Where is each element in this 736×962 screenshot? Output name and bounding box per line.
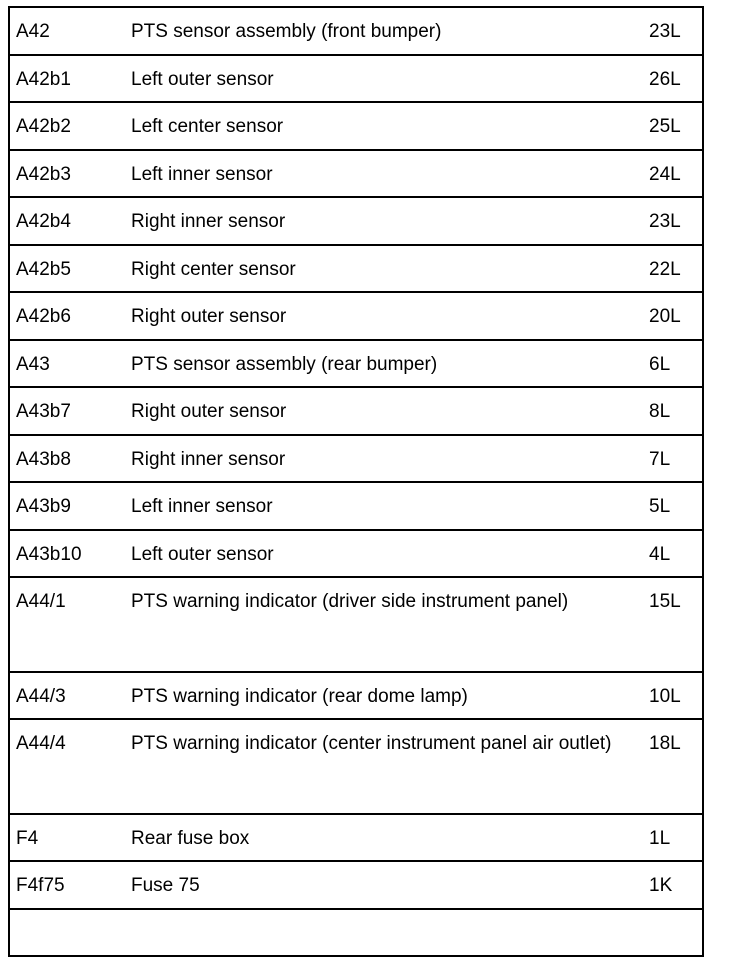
component-description: Left inner sensor — [131, 163, 273, 185]
empty-table-row — [10, 910, 702, 957]
grid-location: 1K — [649, 875, 673, 896]
component-description: Right outer sensor — [131, 306, 287, 327]
grid-location: 7L — [649, 448, 671, 470]
component-code: A43b8 — [16, 448, 71, 470]
component-code: A42b4 — [16, 211, 71, 232]
component-code: A42b5 — [16, 258, 71, 280]
table-row — [10, 388, 702, 436]
component-description: Right outer sensor — [131, 401, 287, 422]
grid-location: 23L — [649, 211, 681, 232]
grid-location: 4L — [649, 543, 671, 565]
table-row — [10, 673, 702, 721]
component-code: A43b9 — [16, 496, 71, 517]
table-row — [10, 8, 702, 56]
component-description: Left outer sensor — [131, 543, 274, 565]
table-row — [10, 531, 702, 579]
component-description: Left outer sensor — [131, 68, 274, 90]
component-code: A42b3 — [16, 163, 71, 185]
table-row — [10, 56, 702, 104]
component-code: A44/4 — [16, 733, 66, 754]
table-row — [10, 198, 702, 246]
grid-location: 10L — [649, 685, 681, 707]
table-row — [10, 293, 702, 341]
grid-location: 25L — [649, 116, 681, 137]
grid-location: 1L — [649, 827, 671, 849]
component-description: Right inner sensor — [131, 448, 286, 470]
component-description: PTS warning indicator (center instrument panel air outlet) — [131, 733, 612, 754]
component-description: PTS sensor assembly (rear bumper) — [131, 353, 438, 375]
table-row — [10, 578, 702, 673]
grid-location: 8L — [649, 401, 671, 422]
table-row — [10, 103, 702, 151]
grid-location: 5L — [649, 496, 671, 517]
component-description: PTS sensor assembly (front bumper) — [131, 21, 442, 42]
grid-location: 24L — [649, 163, 681, 185]
component-description: Left inner sensor — [131, 496, 273, 517]
component-code: A44/3 — [16, 685, 66, 707]
table-row — [10, 436, 702, 484]
table-row — [10, 720, 702, 815]
component-table — [8, 6, 704, 957]
grid-location: 23L — [649, 21, 681, 42]
grid-location: 15L — [649, 591, 681, 612]
grid-location: 22L — [649, 258, 681, 280]
component-code: A44/1 — [16, 591, 66, 612]
table-row — [10, 151, 702, 199]
grid-location: 18L — [649, 733, 681, 754]
component-description: Fuse 75 — [131, 875, 200, 896]
component-code: A43 — [16, 353, 50, 375]
component-code: A42b2 — [16, 116, 71, 137]
component-description: Left center sensor — [131, 116, 284, 137]
component-description: PTS warning indicator (driver side instrument panel) — [131, 591, 569, 612]
component-code: A42b1 — [16, 68, 71, 90]
table-row — [10, 246, 702, 294]
component-code: F4 — [16, 827, 39, 849]
component-code: A43b7 — [16, 401, 71, 422]
table-row — [10, 862, 702, 910]
grid-location: 20L — [649, 306, 681, 327]
component-code: A43b10 — [16, 543, 82, 565]
grid-location: 6L — [649, 353, 671, 375]
component-description: Right inner sensor — [131, 211, 286, 232]
component-code: A42b6 — [16, 306, 71, 327]
component-code: A42 — [16, 21, 50, 42]
grid-location: 26L — [649, 68, 681, 90]
table-row — [10, 341, 702, 389]
component-description: PTS warning indicator (rear dome lamp) — [131, 685, 468, 707]
table-row — [10, 815, 702, 863]
table-row — [10, 483, 702, 531]
component-code: F4f75 — [16, 875, 65, 896]
component-description: Rear fuse box — [131, 827, 250, 849]
component-description: Right center sensor — [131, 258, 296, 280]
